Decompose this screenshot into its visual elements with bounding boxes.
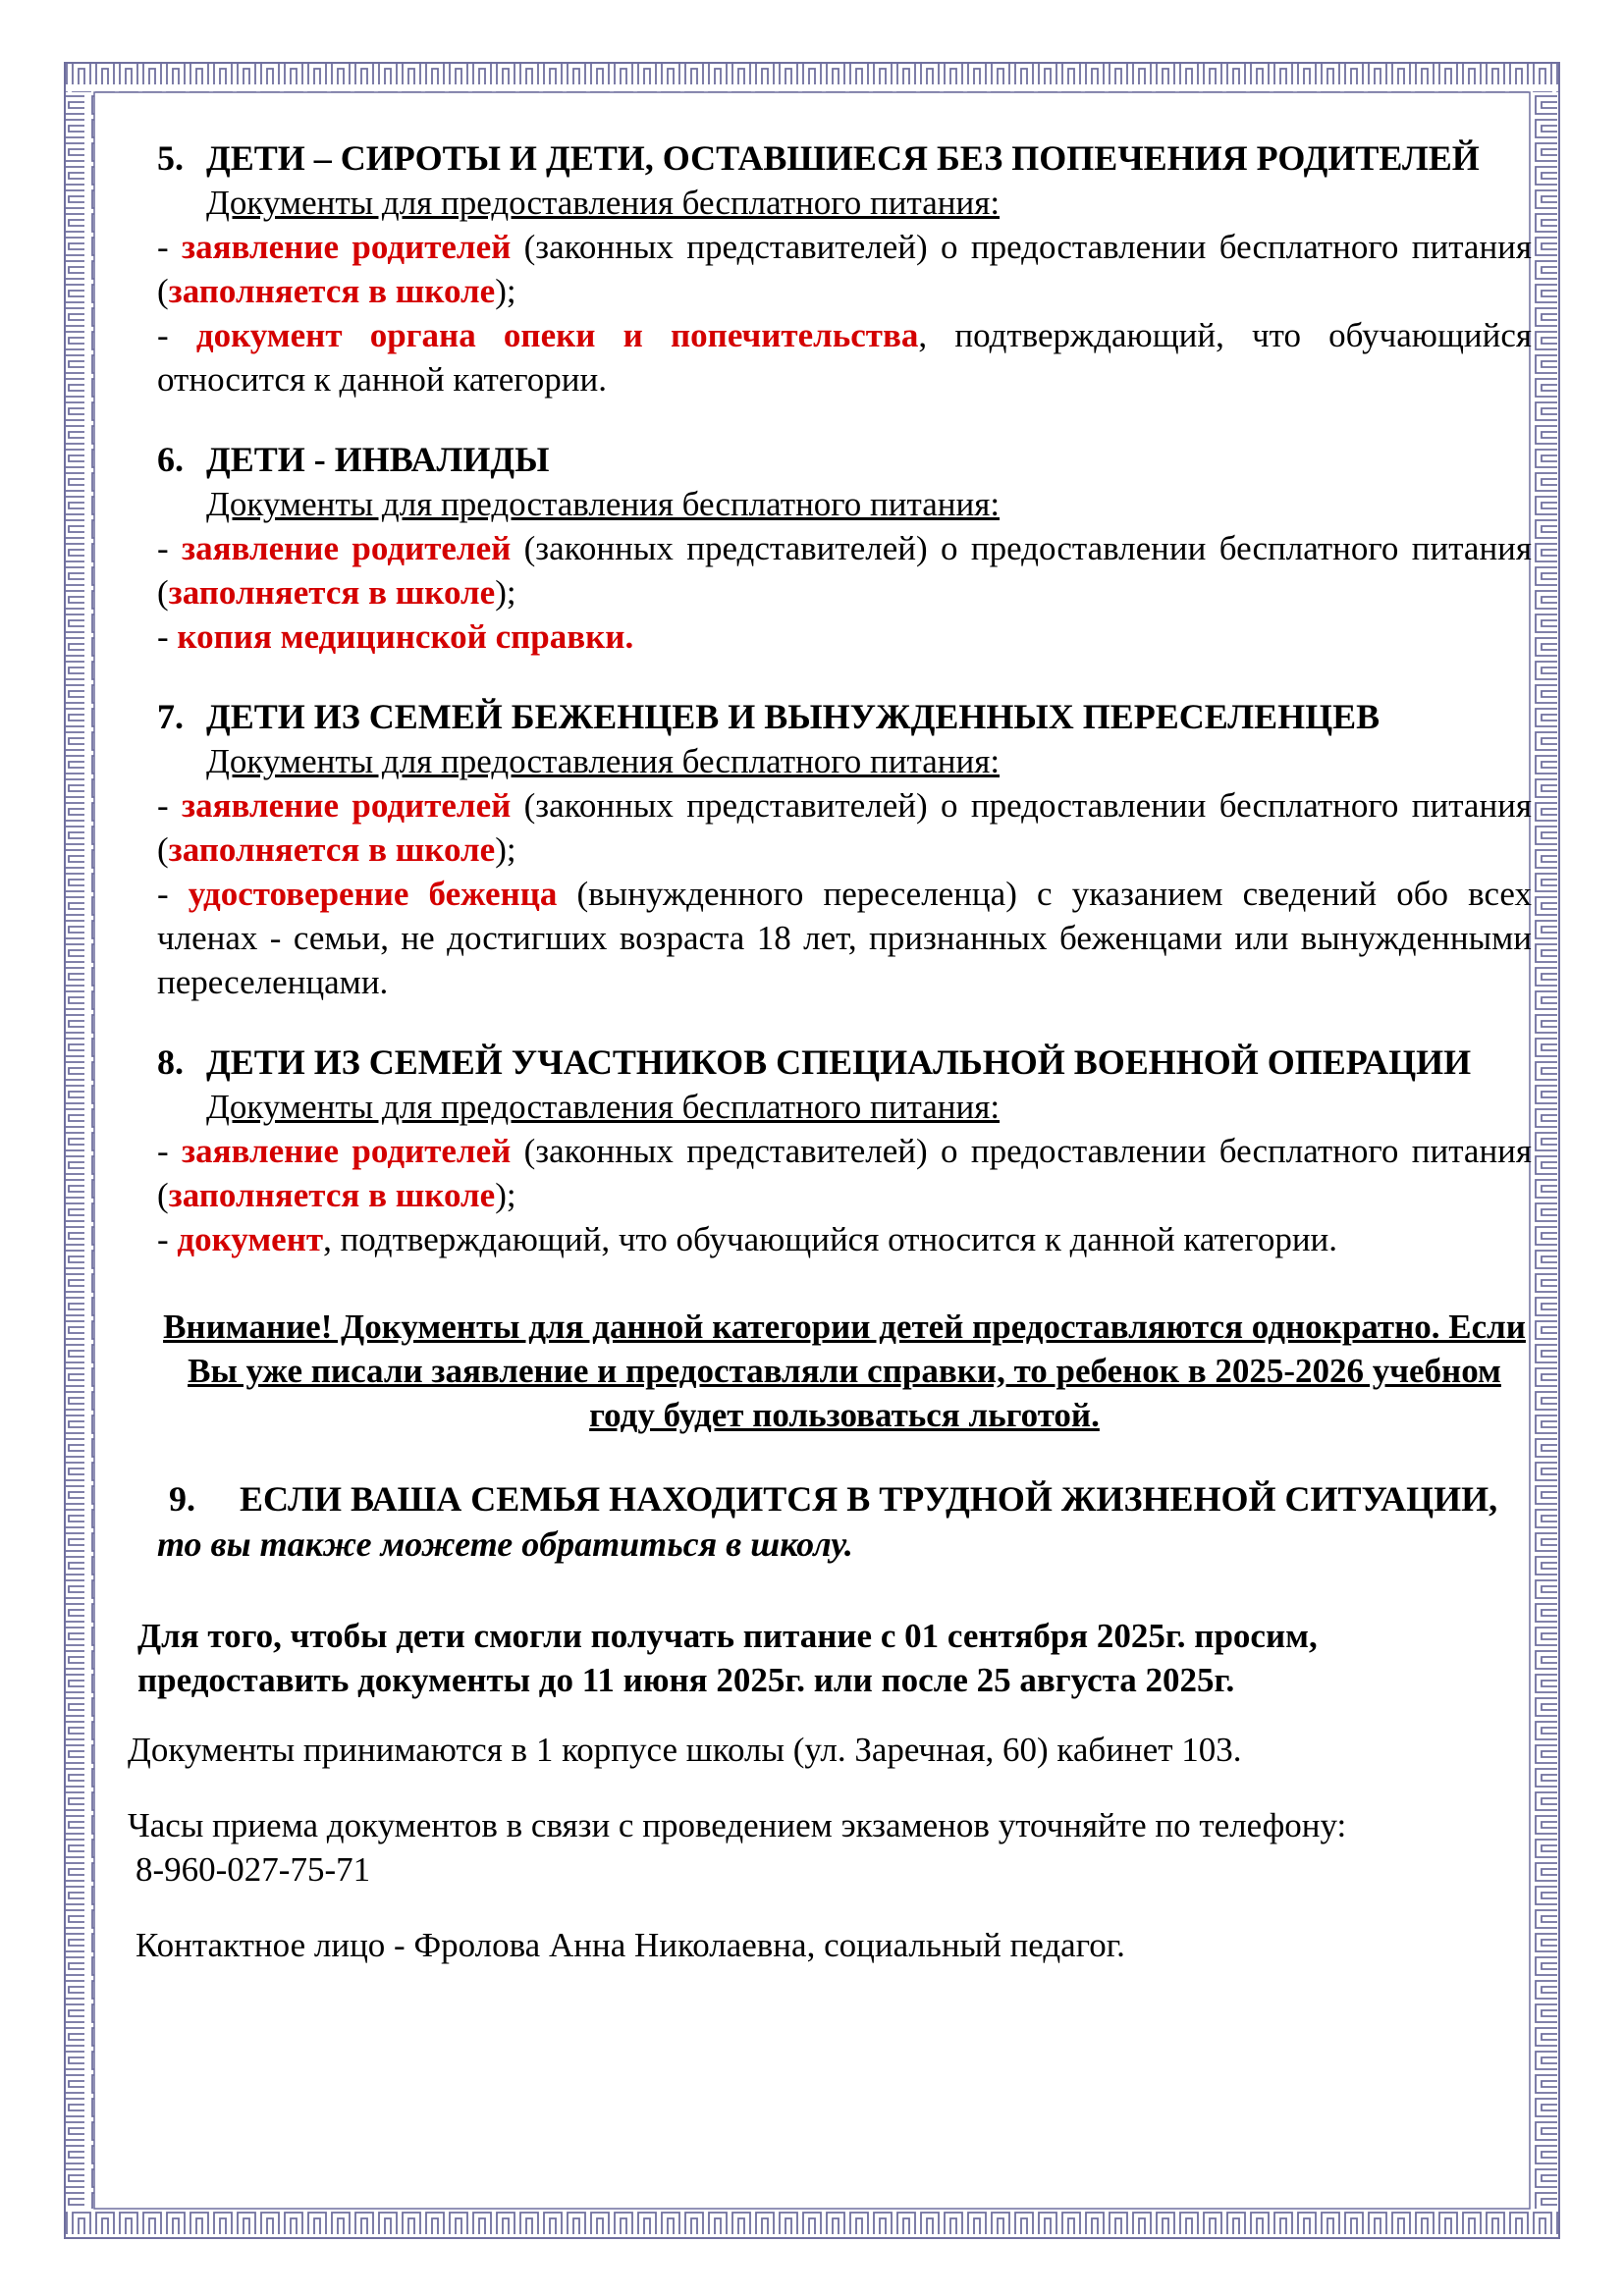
highlighted-text: заявление родителей <box>182 1132 512 1170</box>
highlighted-text: документ органа опеки и попечительства <box>195 316 919 354</box>
location-info: Документы принимаются в 1 корпусе школы (ул. Заречная, 60) кабинет 103. <box>128 1731 1242 1769</box>
section-heading <box>157 135 1532 181</box>
document-body <box>128 135 1533 1967</box>
document-item <box>157 1129 1532 1217</box>
document-item <box>157 526 1532 614</box>
item-text: - <box>157 1132 183 1170</box>
item-text: - <box>157 617 178 656</box>
section-title: ДЕТИ ИЗ СЕМЕЙ УЧАСТНИКОВ СПЕЦИАЛЬНОЙ ВОЕННОЙ ОПЕРАЦИИ <box>206 1042 1472 1082</box>
item-text: ); <box>495 1176 516 1214</box>
item-text: - <box>157 875 189 913</box>
highlighted-text: документ <box>177 1220 324 1258</box>
hours-info: Часы приема документов в связи с проведением экзаменов уточняйте по телефону: <box>128 1806 1347 1844</box>
sections-list <box>157 135 1532 1261</box>
item-text: (законных представителей) о предоставлении бесплатного питания ( <box>157 529 1533 612</box>
item-text: , подтверждающий, что обучающийся относится к данной категории. <box>323 1220 1338 1258</box>
section-8 <box>157 1040 1532 1261</box>
highlighted-text: заявление родителей <box>182 786 512 825</box>
document-item <box>157 872 1532 1004</box>
document-item <box>157 783 1532 872</box>
item-text: (законных представителей) о предоставлении бесплатного питания ( <box>157 228 1533 310</box>
highlighted-text: заполняется в школе <box>168 830 496 869</box>
item-text: (вынужденного переселенца) с указанием сведений обо всех членах - семьи, не достигших возраста 18 лет, признанных беженцами или вынужденными переселенцами. <box>157 875 1532 1001</box>
section-7 <box>157 694 1532 1004</box>
item-text: - <box>157 1220 178 1258</box>
highlighted-text: заполняется в школе <box>168 1176 496 1214</box>
item-text: - <box>157 316 196 354</box>
item-text: - <box>157 228 183 266</box>
document-item <box>157 1217 1532 1261</box>
item-text: ); <box>495 272 516 310</box>
item-text: - <box>157 786 183 825</box>
item-text: (законных представителей) о предоставлении бесплатного питания ( <box>157 786 1533 869</box>
highlighted-text: копия медицинской справки. <box>177 617 634 656</box>
section-title: ДЕТИ - ИНВАЛИДЫ <box>206 440 550 479</box>
highlighted-text: заявление родителей <box>182 228 512 266</box>
item-text: - <box>157 529 183 567</box>
section-heading <box>157 437 1532 482</box>
highlighted-text: заполняется в школе <box>168 272 496 310</box>
section-number: 8. <box>157 1042 184 1082</box>
section-number: 5. <box>157 138 184 178</box>
section-title: ЕСЛИ ВАША СЕМЬЯ НАХОДИТСЯ В ТРУДНОЙ ЖИЗНЕНОЙ СИТУАЦИИ, <box>240 1479 1498 1519</box>
section-number: 9. <box>169 1479 195 1519</box>
section-title: ДЕТИ – СИРОТЫ И ДЕТИ, ОСТАВШИЕСЯ БЕЗ ПОПЕЧЕНИЯ РОДИТЕЛЕЙ <box>206 138 1480 178</box>
docs-heading: Документы для предоставления бесплатного питания: <box>206 742 1001 780</box>
item-text: ); <box>495 830 516 869</box>
section-heading <box>157 1040 1532 1085</box>
document-item <box>157 614 1532 659</box>
item-text: , подтверждающий, что обучающийся относится к данной категории. <box>157 316 1532 399</box>
highlighted-text: заявление родителей <box>182 529 512 567</box>
docs-heading: Документы для предоставления бесплатного питания: <box>206 485 1001 523</box>
docs-heading: Документы для предоставления бесплатного питания: <box>206 184 1001 222</box>
document-item <box>157 313 1532 401</box>
section-5 <box>157 135 1532 401</box>
section-title: ДЕТИ ИЗ СЕМЕЙ БЕЖЕНЦЕВ И ВЫНУЖДЕННЫХ ПЕРЕСЕЛЕНЦЕВ <box>206 697 1380 736</box>
warning-notice: Внимание! Документы для данной категории детей предоставляются однократно. Если Вы уже писали заявление и предоставляли справки, то ребенок в 2025-2026 учебном году будет пользоваться льготой. <box>163 1308 1526 1434</box>
document-item <box>157 225 1532 313</box>
section-6 <box>157 437 1532 659</box>
deadline-note: Для того, чтобы дети смогли получать питание с 01 сентября 2025г. просим, предоставить документы до 11 июня 2025г. или после 25 августа 2025г. <box>137 1617 1318 1699</box>
highlighted-text: заполняется в школе <box>168 573 496 612</box>
contact-person: Контактное лицо - Фролова Анна Николаевна, социальный педагог. <box>135 1926 1125 1964</box>
section-9 <box>157 1476 1532 1567</box>
phone-number: 8-960-027-75-71 <box>135 1850 371 1889</box>
item-text: (законных представителей) о предоставлении бесплатного питания ( <box>157 1132 1533 1214</box>
docs-heading: Документы для предоставления бесплатного питания: <box>206 1088 1001 1126</box>
section-heading <box>157 694 1532 739</box>
item-text: ); <box>495 573 516 612</box>
section-number: 6. <box>157 440 184 479</box>
section-9-italic: то вы также можете обратиться в школу. <box>157 1524 853 1564</box>
highlighted-text: удостоверение беженца <box>188 875 558 913</box>
section-number: 7. <box>157 697 184 736</box>
